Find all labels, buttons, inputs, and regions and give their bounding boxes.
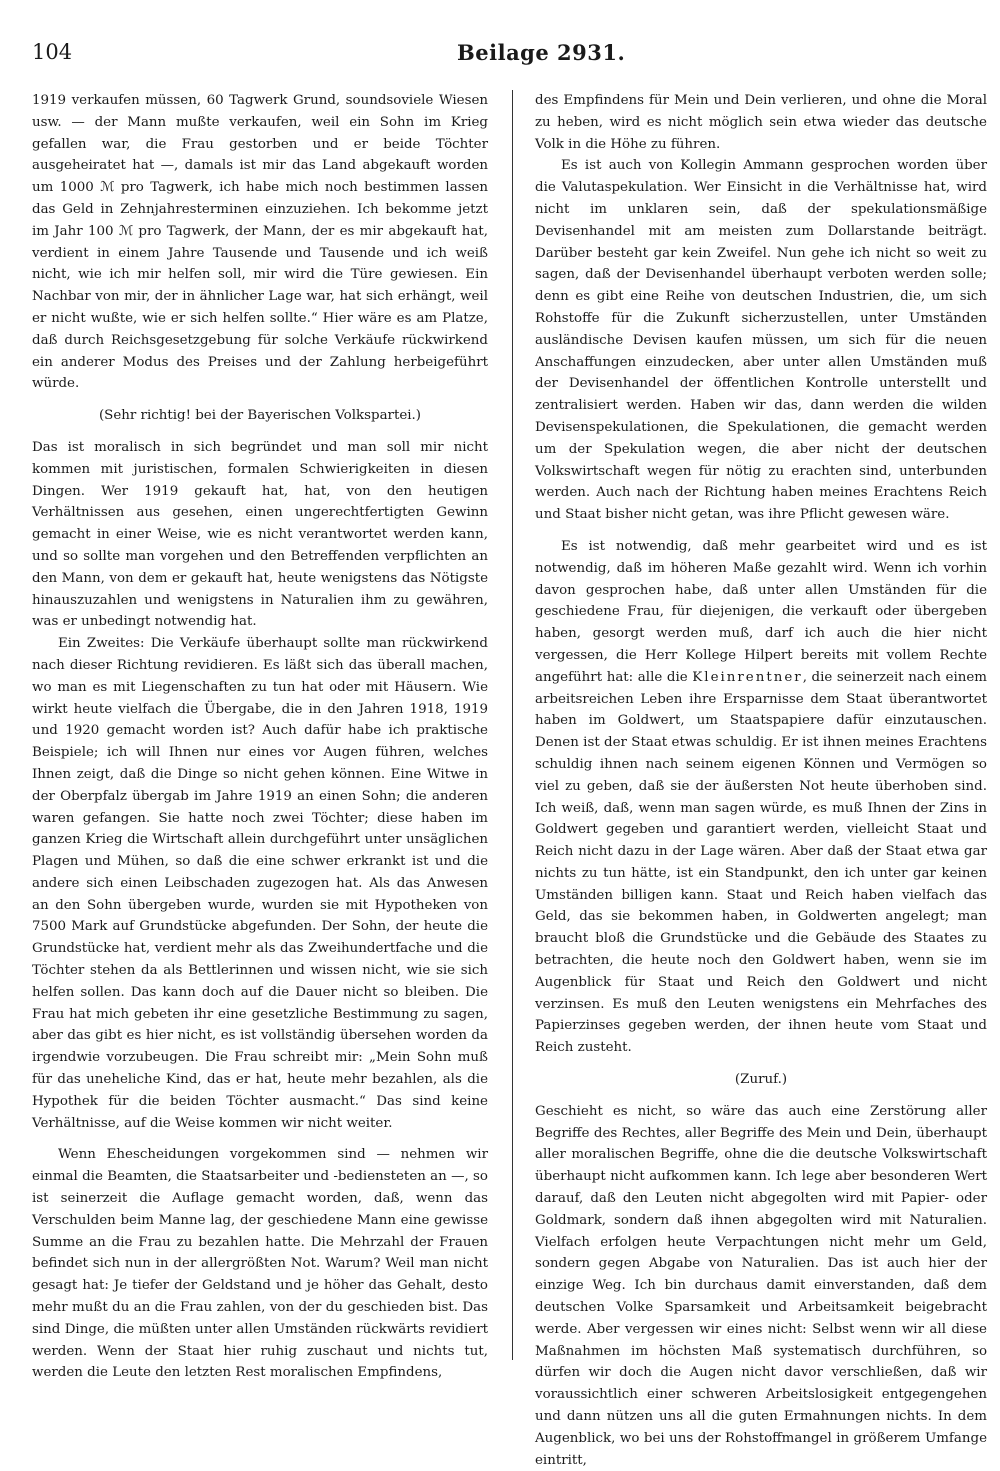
column-divider <box>512 90 513 1360</box>
paragraph <box>535 536 987 1059</box>
paragraph: Es ist auch von Kollegin Ammann gesprochen worden über die Valutaspekulation. Wer Einsicht in die Verhältnisse hat, wird nicht im unklaren sein, daß der spekulationsmäßige Devisenhandel mit am meisten zum Dollarstande beiträgt. Darüber besteht gar kein Zweifel. Nun gehe ich nicht so weit zu sagen, daß der Devisenhandel überhaupt verboten werden solle; denn es gibt eine Reihe von deutschen Industrien, die, um sich Rohstoffe für die Zukunft sicherzustellen, unter Umständen ausländische Devisen kaufen müssen, um sich für die neuen Anschaffungen einzudecken, aber unter allen Umständen muß der Devisenhandel der öffentlichen Kontrolle unterstellt und zentralisiert werden. Haben wir das, dann werden die wilden Devisenspekulationen, die Spekulationen, die gemacht werden um der Spekulation wegen, die aber nicht der deutschen Volkswirtschaft wegen für nötig zu erachten sind, unterbunden werden. Auch nach der Richtung haben meines Erachtens Reich und Staat bisher nicht getan, was ihre Pflicht gewesen wäre. <box>535 158 987 523</box>
text-run: Es ist notwendig, daß mehr gearbeitet wird und es ist notwendig, daß im höheren Maße gezahlt wird. Wenn ich vorhin davon gesprochen habe, daß unter allen Umständen für die geschiedene Frau, für diejenigen, die verkauft oder übergeben haben, gesorgt werden muß, darf ich auch die hier nicht vergessen, die Herr Kollege Hilpert bereits mit vollem Rechte angeführt hat: alle die <box>535 538 987 685</box>
interjection: (Sehr richtig! bei der Bayerischen Volkspartei.) <box>98 408 422 424</box>
page-title: Beilage 2931. <box>457 40 626 65</box>
paragraph: Wenn Ehescheidungen vorgekommen sind — nehmen wir einmal die Beamten, die Staatsarbeiter und -bediensteten an —, so ist seinerzeit die Auflage gemacht worden, daß, wenn das Verschulden beim Manne lag, der geschiedene Mann eine gewisse Summe an die Frau zu bezahlen hatte. Die Mehrzahl der Frauen befindet sich nun in der allergrößten Not. Warum? Weil man nicht gesagt hat: Je tiefer der Geldstand und je höher das Gehalt, desto mehr mußt du an die Frau zahlen, von der du geschieden bist. Das sind Dinge, die müßten unter allen Umständen rückwärts revidiert werden. Wenn der Staat hier ruhig zuschaut und nichts tut, werden die Leute den letzten Rest moralischen Empfindens, <box>32 1147 488 1381</box>
interjection: (Zuruf.) <box>734 1072 788 1088</box>
paragraph: Geschieht es nicht, so wäre das auch eine Zerstörung aller Begriffe des Rechtes, aller Begriffe des Mein und Dein, überhaupt aller moralischen Begriffe, ohne die die deutsche Volkswirtschaft überhaupt nicht aufkommen kann. Ich lege aber besonderen Wert darauf, daß den Leuten nicht abgegolten wird mit Papier- oder Goldmark, sondern daß ihnen abgegolten wird mit Naturalien. Vielfach erfolgen heute Verpachtungen nicht mehr um Geld, sondern gegen Abgabe von Naturalien. Das ist auch hier der einzige Weg. Ich bin durchaus damit einverstanden, daß dem deutschen Volke Sparsamkeit und Arbeitsamkeit beigebracht werde. Aber vergessen wir eines nicht: Selbst wenn wir all diese Maßnahmen im höchsten Maß systematisch durchführen, so dürfen wir doch die Augen nicht davor verschließen, daß wir voraussichtlich einer schweren Arbeitslosigkeit entgegengehen und dann nützen uns all die guten Ermahnungen nichts. In dem Augenblick, wo bei uns der Rohstoffmangel in größerem Umfange eintritt, <box>535 1103 987 1468</box>
emphasized-term: Kleinrentner <box>692 669 803 685</box>
page-header <box>32 40 982 74</box>
right-column <box>535 90 988 1468</box>
paragraph: Das ist moralisch in sich begründet und man soll mir nicht kommen mit juristischen, formalen Schwierigkeiten in diesen Dingen. Wer 1919 gekauft hat, hat, von den heutigen Verhältnissen aus gesehen, einen ungerechtfertigten Gewinn gemacht in einer Weise, wie es nicht verantwortet werden kann, und so sollte man vorgehen und den Betreffenden verpflichten an den Mann, von dem er gekauft hat, heute wenigstens das Nötigste hinauszuzahlen und wenigstens in Naturalien ihm zu gewähren, was er unbedingt notwendig hat. <box>32 439 488 630</box>
left-column <box>32 90 488 1381</box>
page-number: 104 <box>32 40 73 64</box>
paragraph: 1919 verkaufen müssen, 60 Tagwerk Grund, soundsoviele Wiesen usw. — der Mann mußte verkaufen, weil ein Sohn im Krieg gefallen war, die Frau gestorben und er beide Töchter ausgeheiratet hat —, damals ist mir das Land abgekauft worden um 1000 ℳ pro Tagwerk, ich habe mich noch bestimmen lassen das Geld in Zehnjahresterminen einzuziehen. Ich bekomme jetzt im Jahr 100 ℳ pro Tagwerk, der Mann, der es mir abgekauft hat, verdient in einem Jahre Tausende und Tausende und ich weiß nicht, wie ich mir helfen soll, mir wird die Türe gewiesen. Ein Nachbar von mir, der in ähnlicher Lage war, hat sich erhängt, weil er nicht wußte, wie er sich helfen sollte.“ Hier wäre es am Platze, daß durch Reichsgesetzgebung für solche Verkäufe rückwirkend ein anderer Modus des Preises und der Zahlung herbeigeführt würde. <box>32 93 488 392</box>
paragraph: Ein Zweites: Die Verkäufe überhaupt sollte man rückwirkend nach dieser Richtung revidieren. Es läßt sich das überall machen, wo man es mit Liegenschaften zu tun hat oder mit Häusern. Wie wirkt heute vielfach die Übergabe, die in den Jahren 1918, 1919 und 1920 gemacht worden ist? Auch dafür habe ich praktische Beispiele; ich will Ihnen nur eines vor Augen führen, welches Ihnen zeigt, daß die Dinge so nicht gehen können. Eine Witwe in der Oberpfalz übergab im Jahre 1919 an einen Sohn; die anderen waren gefangen. Sie hatte noch zwei Töchter; diese haben im ganzen Krieg die Wirtschaft allein durchgeführt unter unsäglichen Plagen und Mühen, so daß die eine schwer erkrankt ist und die andere sich einen Leibschaden zugezogen hat. Als das Anwesen an den Sohn übergeben wurde, wurden sie mit Hypotheken von 7500 Mark auf Grundstücke abgefunden. Der Sohn, der heute die Grundstücke hat, verdient mehr als das Zweihundertfache und die Töchter stehen da als Bettlerinnen und wissen nicht, wie sie sich helfen sollen. Das kann doch auf die Dauer nicht so bleiben. Die Frau hat mich gebeten ihr eine gesetzliche Bestimmung zu sagen, aber das gibt es hier nicht, es ist vollständig übersehen worden da irgendwie vorzubeugen. Die Frau schreibt mir: „Mein Sohn muß für das uneheliche Kind, das er hat, heute mehr bezahlen, als die Hypothek für die beiden Töchter ausmacht.“ Das sind keine Verhältnisse, auf die Weise kommen wir nicht weiter. <box>32 636 488 1131</box>
paragraph: des Empfindens für Mein und Dein verlieren, und ohne die Moral zu heben, wird es nicht möglich sein etwa wieder das deutsche Volk in die Höhe zu führen. <box>535 93 987 152</box>
text-run: , die seinerzeit nach einem arbeitsreichen Leben ihre Ersparnisse dem Staat überantwortet haben im Goldwert, um Staatspapiere dafür einzutauschen. Denen ist der Staat etwas schuldig. Er ist ihnen meines Erachtens schuldig ihnen nach seinem eigenen Können und Vermögen so viel zu geben, daß sie der äußersten Not heute überhoben sind. Ich weiß, daß, wenn man sagen würde, es muß Ihnen der Zins in Goldwert gegeben und garantiert werden, vielleicht Staat und Reich nicht dazu in der Lage wären. Aber daß der Staat etwa gar nichts zu tun hätte, ist ein Standpunkt, den ich unter gar keinen Umständen billigen kann. Staat und Reich haben vielfach das Geld, das sie bekommen haben, in Goldwerten angelegt; man braucht bloß die Grundstücke und die Gebäude des Staates zu betrachten, die heute noch den Goldwert haben, wenn sie im Augenblick für Staat und Reich den Goldwert und nicht verzinsen. Es muß den Leuten wenigstens ein Mehrfaches des Papierzinses gegeben werden, der ihnen heute vom Staat und Reich zusteht. <box>535 669 988 1056</box>
